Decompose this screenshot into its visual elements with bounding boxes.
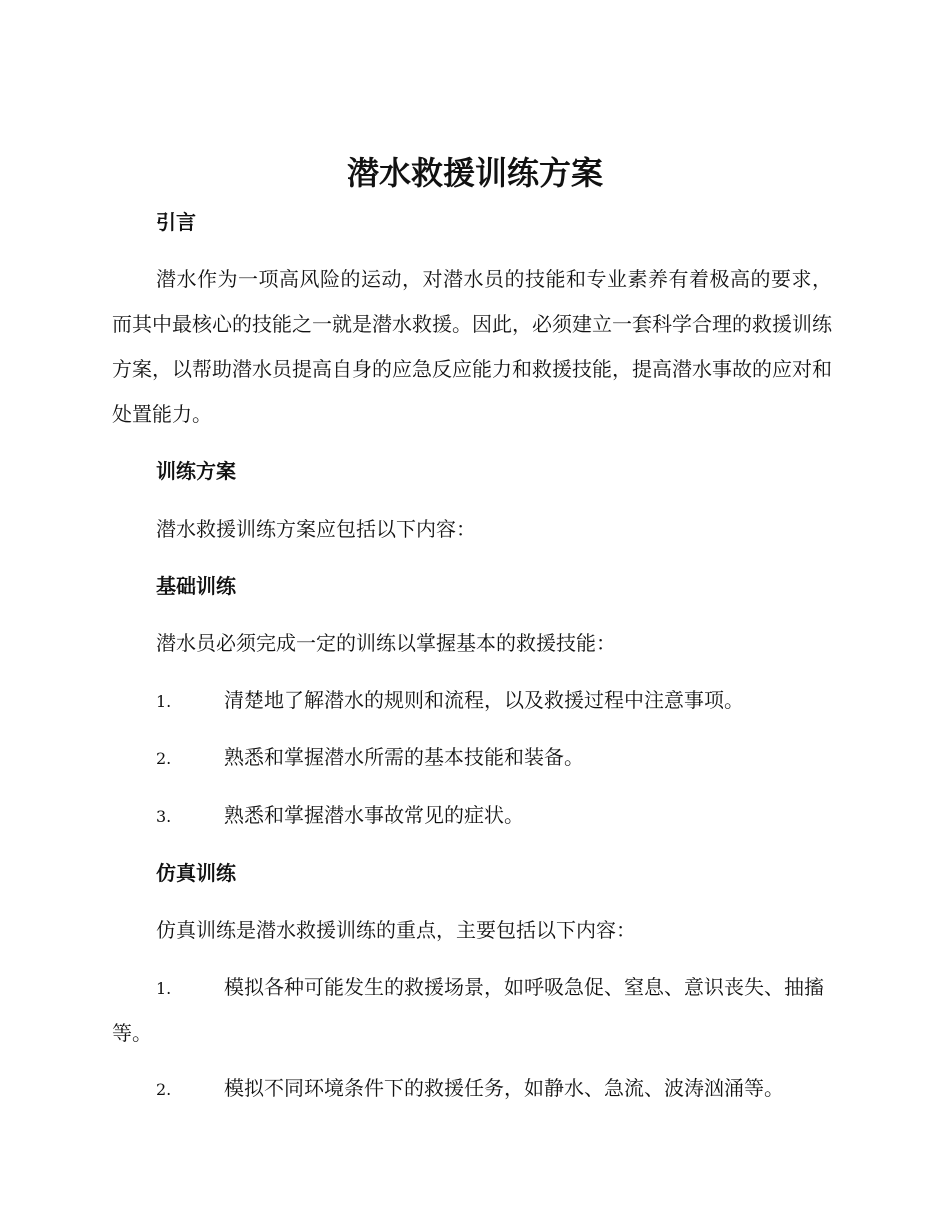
heading-intro: 引言: [156, 210, 196, 234]
list-item-text: 模拟各种可能发生的救援场景，如呼吸急促、窒息、意识丧失、抽搐等。: [112, 975, 824, 1045]
list-item: [112, 735, 832, 781]
list-item: [112, 1066, 832, 1112]
list-item: [112, 793, 832, 839]
list-item-number: 2.: [156, 749, 172, 768]
list-item-number: 3.: [156, 807, 172, 826]
simulation-training-text: 仿真训练是潜水救援训练的重点，主要包括以下内容：: [156, 918, 636, 942]
list-item-text: 熟悉和掌握潜水事故常见的症状。: [224, 803, 524, 827]
heading-simulation-training: 仿真训练: [156, 861, 236, 885]
list-item-number: 1.: [156, 692, 172, 711]
heading-basic-training: 基础训练: [156, 574, 236, 598]
list-item-number: 2.: [156, 1080, 172, 1099]
list-item-number: 1.: [156, 979, 172, 998]
intro-paragraph: 潜水作为一项高风险的运动，对潜水员的技能和专业素养有着极高的要求，而其中最核心的技能之一就是潜水救援。因此，必须建立一套科学合理的救援训练方案，以帮助潜水员提高自身的应急反应能力和救援技能，提高潜水事故的应对和处置能力。: [112, 267, 832, 426]
list-item-text: 清楚地了解潜水的规则和流程，以及救援过程中注意事项。: [224, 688, 744, 712]
document-title: 潜水救援训练方案: [346, 154, 603, 192]
basic-training-text: 潜水员必须完成一定的训练以掌握基本的救援技能：: [156, 631, 616, 655]
heading-training-plan: 训练方案: [156, 459, 236, 483]
list-item: [112, 678, 832, 724]
list-item: [112, 965, 832, 1056]
list-item-text: 熟悉和掌握潜水所需的基本技能和装备。: [224, 745, 584, 769]
list-item-text: 模拟不同环境条件下的救援任务，如静水、急流、波涛汹涌等。: [224, 1076, 784, 1100]
training-plan-text: 潜水救援训练方案应包括以下内容：: [156, 517, 476, 541]
